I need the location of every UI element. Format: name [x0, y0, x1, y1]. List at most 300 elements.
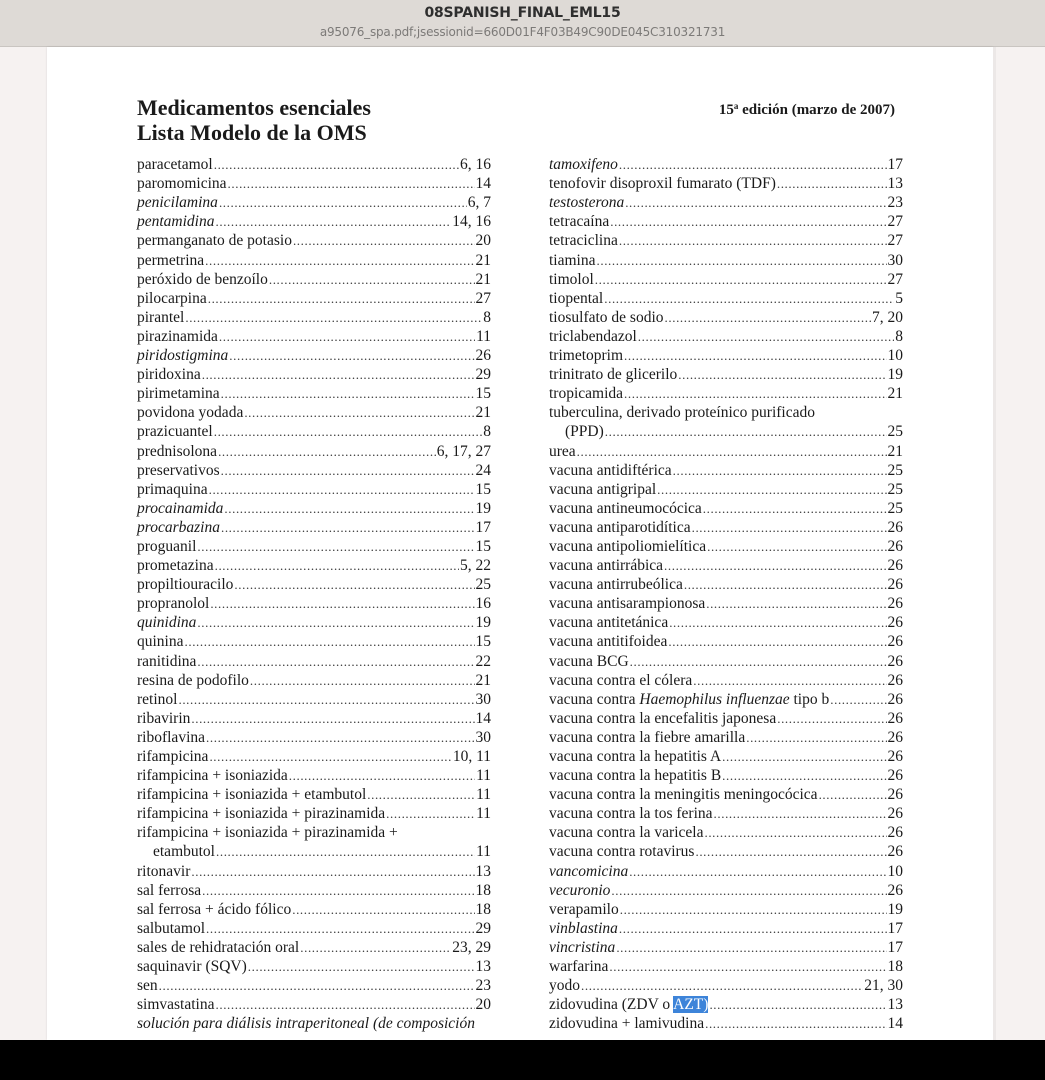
entry-name — [137, 747, 208, 766]
dot-leader — [830, 690, 886, 709]
entry-name-text: tiamina — [549, 251, 596, 269]
entry-pages: 26 — [887, 748, 903, 765]
entry-name-text: yodo — [549, 977, 580, 995]
entry-name-text: permanganato de potasio — [137, 232, 292, 250]
index-entry — [549, 938, 903, 957]
entry-name-text: procarbazina — [137, 518, 220, 536]
entry-name-text: paromomicina — [137, 175, 227, 193]
entry-pages: 26 — [475, 347, 491, 365]
index-entry — [137, 308, 491, 327]
index-entry — [549, 995, 903, 1014]
entry-name-text: rifampicina — [137, 748, 209, 765]
index-entry — [549, 422, 903, 441]
index-entry — [549, 384, 903, 403]
entry-pages: 13 — [887, 996, 903, 1014]
dot-leader — [202, 881, 474, 900]
index-entry — [137, 365, 491, 384]
entry-pages: 11 — [476, 767, 491, 785]
entry-name-text: tamoxifeno — [549, 156, 618, 174]
entry-name — [137, 900, 291, 919]
entry-name — [549, 289, 603, 308]
entry-name-text: urea — [549, 442, 576, 460]
entry-name-text: vincristina — [549, 938, 616, 956]
index-entry — [549, 861, 903, 880]
index-entry — [549, 499, 903, 518]
index-entry — [549, 976, 903, 995]
entry-name-text: vinblastina — [549, 919, 618, 937]
entry-name-text: povidona yodada — [137, 404, 244, 422]
entry-name-text: vancomicina — [549, 862, 629, 880]
dot-leader — [229, 346, 474, 365]
index-entry — [549, 709, 903, 728]
entry-pages: 25 — [887, 499, 903, 517]
index-entry — [137, 995, 491, 1014]
index-entry — [549, 480, 903, 499]
window-title-bar[interactable] — [0, 0, 1045, 47]
index-entry — [137, 938, 491, 957]
entry-name — [137, 575, 233, 594]
dot-leader — [669, 613, 886, 632]
entry-name-text: rifampicina + isoniazida — [137, 767, 288, 785]
entry-name-text: quinina — [137, 633, 184, 651]
entry-pages: 14 — [887, 1015, 903, 1033]
entry-name-text: vacuna antirrábica — [549, 557, 664, 575]
entry-pages: 11 — [476, 786, 491, 804]
entry-name — [137, 957, 247, 976]
entry-pages: 21 — [887, 442, 903, 460]
index-entry — [549, 785, 903, 804]
entry-name — [137, 289, 207, 308]
entry-name — [549, 671, 692, 690]
entry-name-text: verapamilo — [549, 900, 619, 918]
entry-name-text: sen — [137, 977, 158, 995]
index-entry — [137, 174, 491, 193]
entry-pages: 23, 29 — [452, 938, 491, 956]
entry-pages: 13 — [475, 958, 491, 976]
entry-name — [137, 1014, 475, 1033]
index-entry — [137, 289, 491, 308]
index-entry — [137, 594, 491, 613]
entry-pages: 21 — [475, 404, 491, 422]
dot-leader — [706, 594, 886, 613]
index-entry — [137, 231, 491, 250]
dot-leader — [250, 671, 475, 690]
dot-leader — [709, 995, 886, 1014]
dot-leader — [695, 842, 886, 861]
index-entry — [549, 804, 903, 823]
index-entry — [549, 250, 903, 269]
entry-name — [549, 346, 623, 365]
entry-name-text: rifampicina + isoniazida + pirazinamida + — [137, 824, 398, 842]
entry-name-text: prednisolona — [137, 442, 218, 460]
index-entry — [549, 365, 903, 384]
index-entry — [549, 690, 903, 709]
entry-name — [549, 900, 619, 919]
entry-name — [549, 155, 618, 174]
dot-leader — [185, 632, 475, 651]
dot-leader — [746, 728, 886, 747]
entry-pages: 15 — [475, 385, 491, 403]
dot-leader — [692, 518, 887, 537]
entry-name — [549, 632, 667, 651]
entry-pages: 26 — [887, 595, 903, 613]
dot-leader — [197, 537, 474, 556]
dot-leader — [197, 652, 474, 671]
entry-pages: 23 — [887, 194, 903, 212]
entry-name-text: vacuna contra la encefalitis japonesa — [549, 709, 777, 727]
entry-pages: 8 — [483, 423, 491, 441]
page-edge-shadow — [993, 47, 996, 1040]
entry-name — [137, 518, 220, 537]
page-heading — [137, 95, 371, 145]
entry-name-text: ranitidina — [137, 652, 197, 670]
entry-name — [137, 346, 228, 365]
entry-name — [137, 499, 223, 518]
entry-name-text: penicilamina — [137, 194, 218, 212]
entry-name-text: piridoxina — [137, 366, 201, 384]
entry-name — [549, 518, 691, 537]
index-entry — [549, 308, 903, 327]
dot-leader — [289, 766, 475, 785]
entry-pages: 29 — [475, 919, 491, 937]
index-entry — [549, 594, 903, 613]
entry-name — [549, 461, 672, 480]
index-entry — [549, 881, 903, 900]
entry-pages: 27 — [887, 270, 903, 288]
entry-name — [549, 231, 618, 250]
dot-leader — [202, 365, 475, 384]
index-entry — [549, 461, 903, 480]
dot-leader — [620, 900, 887, 919]
entry-name-text: vacuna antisarampionosa — [549, 595, 706, 613]
index-entry — [137, 461, 491, 480]
index-entry — [137, 155, 491, 174]
index-entry — [549, 289, 903, 308]
dot-leader — [638, 327, 894, 346]
entry-name-text: riboflavina — [137, 728, 206, 746]
dot-leader — [705, 1014, 886, 1033]
entry-name — [137, 823, 398, 842]
entry-name — [549, 728, 745, 747]
entry-name — [137, 690, 177, 709]
entry-name-text: zidovudina (ZDV o — [549, 996, 674, 1014]
entry-name-text: tiosulfato de sodio — [549, 308, 664, 326]
entry-name — [549, 766, 721, 785]
index-entry — [549, 556, 903, 575]
entry-pages: 26 — [887, 652, 903, 670]
entry-pages: 6, 16 — [460, 156, 491, 174]
entry-pages: 16 — [475, 595, 491, 613]
entry-pages: 21 — [475, 671, 491, 689]
entry-name — [549, 690, 829, 709]
index-entry — [549, 747, 903, 766]
entry-name-text: prometazina — [137, 557, 214, 575]
dot-leader — [619, 919, 887, 938]
index-entry — [137, 327, 491, 346]
index-entry — [137, 270, 491, 289]
dot-leader — [581, 976, 863, 995]
index-entry — [137, 728, 491, 747]
entry-name-text: pentamidina — [137, 213, 215, 231]
dot-leader — [221, 518, 475, 537]
index-entry — [137, 823, 491, 842]
index-entry — [549, 957, 903, 976]
dot-leader — [216, 212, 452, 231]
index-entry — [137, 613, 491, 632]
entry-name — [137, 403, 243, 422]
entry-name — [549, 747, 721, 766]
entry-pages: 11 — [476, 805, 491, 823]
entry-name — [549, 308, 664, 327]
entry-name-text: tenofovir disoproxil fumarato (TDF) — [549, 175, 776, 193]
entry-pages: 27 — [475, 289, 491, 307]
entry-pages: 18 — [475, 900, 491, 918]
index-entry — [137, 537, 491, 556]
entry-name — [549, 174, 776, 193]
index-entry — [549, 155, 903, 174]
entry-name — [137, 384, 220, 403]
entry-pages: 18 — [475, 881, 491, 899]
entry-name — [549, 709, 776, 728]
entry-name — [137, 594, 209, 613]
entry-name — [549, 785, 818, 804]
entry-name — [137, 461, 220, 480]
dot-leader — [714, 804, 887, 823]
entry-name-text: vacuna antirrubeólica — [549, 576, 683, 594]
entry-name — [549, 804, 713, 823]
entry-pages: 26 — [887, 805, 903, 823]
index-entry — [137, 976, 491, 995]
edition-number: 15 — [718, 102, 734, 118]
entry-name-text: vacuna contra la hepatitis B — [549, 767, 722, 785]
dot-leader — [668, 632, 886, 651]
entry-name-text: zidovudina + lamivudina — [549, 1015, 705, 1033]
entry-name — [549, 1014, 704, 1033]
entry-name — [549, 212, 609, 231]
entry-pages: 26 — [887, 843, 903, 861]
entry-pages: 5 — [895, 289, 903, 307]
entry-pages: 5, 22 — [460, 557, 491, 575]
entry-name — [549, 919, 618, 938]
entry-name-text: resina de podofilo — [137, 671, 249, 689]
heading-line-2: Lista Modelo de la OMS — [137, 120, 367, 145]
index-entry — [137, 709, 491, 728]
entry-pages: 10 — [887, 862, 903, 880]
index-entry — [549, 518, 903, 537]
entry-name — [549, 862, 628, 881]
dot-leader — [219, 193, 467, 212]
dot-leader — [219, 327, 475, 346]
dot-leader — [722, 766, 886, 785]
index-entry — [137, 575, 491, 594]
entry-pages: 17 — [887, 919, 903, 937]
entry-name-text: (PPD) — [565, 423, 604, 441]
entry-name-text: tetraciclina — [549, 232, 618, 250]
entry-pages: 21 — [475, 270, 491, 288]
entry-name — [137, 728, 205, 747]
entry-pages: 17 — [887, 938, 903, 956]
entry-name — [137, 919, 205, 938]
entry-name-text: rifampicina + isoniazida + etambutol — [137, 786, 367, 804]
entry-name-text: rifampicina + isoniazida + pirazinamida — [137, 805, 386, 823]
entry-name — [137, 709, 190, 728]
text-selection-highlight[interactable]: AZT) — [673, 996, 709, 1014]
index-entry — [137, 881, 491, 900]
index-entry — [137, 193, 491, 212]
entry-name-text: vacuna contra — [549, 690, 640, 708]
entry-name-text: simvastatina — [137, 996, 215, 1014]
dot-leader — [595, 270, 887, 289]
entry-name-text: vacuna contra la hepatitis A — [549, 748, 722, 765]
index-entry — [549, 919, 903, 938]
entry-pages: 26 — [887, 709, 903, 727]
bottom-black-bar — [0, 1040, 1045, 1080]
entry-pages: 30 — [887, 251, 903, 269]
entry-name-text: tiopental — [549, 289, 604, 307]
index-entry — [549, 212, 903, 231]
entry-name-text: pilocarpina — [137, 289, 207, 307]
entry-name — [153, 842, 215, 861]
entry-name-text: vacuna antineumocócica — [549, 499, 702, 517]
entry-name-text: tuberculina, derivado proteínico purificado — [549, 404, 815, 422]
entry-name-text: pirimetamina — [137, 385, 220, 403]
index-entry — [549, 728, 903, 747]
entry-name-text: pirazinamida — [137, 327, 218, 345]
entry-name — [137, 938, 299, 957]
entry-name-text: paracetamol — [137, 156, 213, 174]
entry-pages: 13 — [887, 175, 903, 193]
entry-name — [137, 193, 218, 212]
entry-name — [549, 365, 677, 384]
index-entry — [549, 537, 903, 556]
dot-leader — [777, 174, 887, 193]
entry-name-text: vecuronio — [549, 881, 611, 899]
index-entry — [549, 1014, 903, 1033]
index-entry — [137, 651, 491, 670]
edition-superscript: a — [733, 101, 739, 111]
entry-name — [549, 270, 594, 289]
entry-name — [549, 575, 683, 594]
entry-name — [137, 671, 249, 690]
entry-name — [549, 938, 615, 957]
index-entry — [137, 632, 491, 651]
dot-leader — [703, 499, 887, 518]
entry-name — [137, 422, 213, 441]
entry-pages: 23 — [475, 977, 491, 995]
entry-name-text: timolol — [549, 270, 594, 288]
entry-pages: 27 — [887, 232, 903, 250]
index-entry — [549, 575, 903, 594]
entry-name-text: vacuna antigripal — [549, 480, 657, 498]
entry-name — [549, 957, 608, 976]
entry-pages: 15 — [475, 537, 491, 555]
dot-leader — [597, 251, 887, 270]
entry-name-text: trinitrato de glicerilo — [549, 366, 678, 384]
entry-pages: 17 — [475, 518, 491, 536]
entry-name — [549, 480, 656, 499]
entry-pages: 26 — [887, 614, 903, 632]
entry-pages: 24 — [475, 461, 491, 479]
entry-pages: 11 — [476, 327, 491, 345]
entry-name — [137, 327, 218, 346]
dot-leader — [206, 919, 474, 938]
entry-pages: 19 — [475, 499, 491, 517]
dot-leader — [210, 594, 474, 613]
entry-name-text: prazicuantel — [137, 423, 213, 441]
entry-name-text: vacuna antitifoidea — [549, 633, 668, 651]
dot-leader — [707, 537, 886, 556]
entry-name-text: solución para diálisis intraperitoneal (de composición — [137, 1015, 475, 1033]
pdf-page[interactable] — [47, 47, 993, 1040]
entry-pages: 20 — [475, 232, 491, 250]
dot-leader — [704, 823, 886, 842]
index-entry — [137, 384, 491, 403]
dot-leader — [630, 652, 887, 671]
entry-name-text: ritonavir — [137, 862, 191, 880]
entry-name — [549, 613, 668, 632]
entry-name-text: permetrina — [137, 251, 205, 269]
dot-leader — [673, 461, 887, 480]
entry-name — [549, 537, 706, 556]
entry-name — [137, 976, 158, 995]
entry-name — [137, 212, 215, 231]
entry-name — [137, 632, 184, 651]
dot-leader — [216, 842, 475, 861]
index-entry — [137, 499, 491, 518]
entry-pages: 27 — [887, 213, 903, 231]
entry-name-text: vacuna antiparotidítica — [549, 518, 691, 536]
entry-name-text: triclabendazol — [549, 327, 637, 345]
dot-leader — [722, 747, 886, 766]
entry-name-text: vacuna contra el cólera — [549, 671, 693, 689]
index-entry — [137, 766, 491, 785]
entry-name-text: preservativos — [137, 461, 220, 479]
dot-leader — [178, 690, 474, 709]
entry-name-text: vacuna antidiftérica — [549, 461, 672, 479]
index-entry — [549, 270, 903, 289]
entry-pages: 18 — [887, 958, 903, 976]
entry-name — [137, 308, 184, 327]
entry-name-text: vacuna antipoliomielítica — [549, 537, 707, 555]
index-entry — [549, 900, 903, 919]
entry-name — [137, 270, 268, 289]
entry-pages: 19 — [887, 366, 903, 384]
entry-pages: 20 — [475, 996, 491, 1014]
entry-name — [549, 442, 576, 461]
entry-name — [137, 251, 204, 270]
dot-leader — [244, 403, 474, 422]
index-entry — [137, 441, 491, 460]
index-entry — [137, 747, 491, 766]
dot-leader — [221, 384, 475, 403]
index-entry — [549, 766, 903, 785]
entry-pages: 15 — [475, 480, 491, 498]
entry-pages: 8 — [895, 327, 903, 345]
entry-pages: 26 — [887, 537, 903, 555]
entry-pages: 26 — [887, 557, 903, 575]
index-entry — [549, 842, 903, 861]
index-entry — [137, 422, 491, 441]
dot-leader — [624, 384, 886, 403]
index-entry — [549, 441, 903, 460]
dot-leader — [665, 308, 871, 327]
index-entry — [137, 480, 491, 499]
dot-leader — [300, 938, 451, 957]
index-entry — [137, 250, 491, 269]
entry-name — [549, 251, 596, 270]
dot-leader — [819, 785, 887, 804]
heading-line-1: Medicamentos esenciales — [137, 95, 371, 120]
